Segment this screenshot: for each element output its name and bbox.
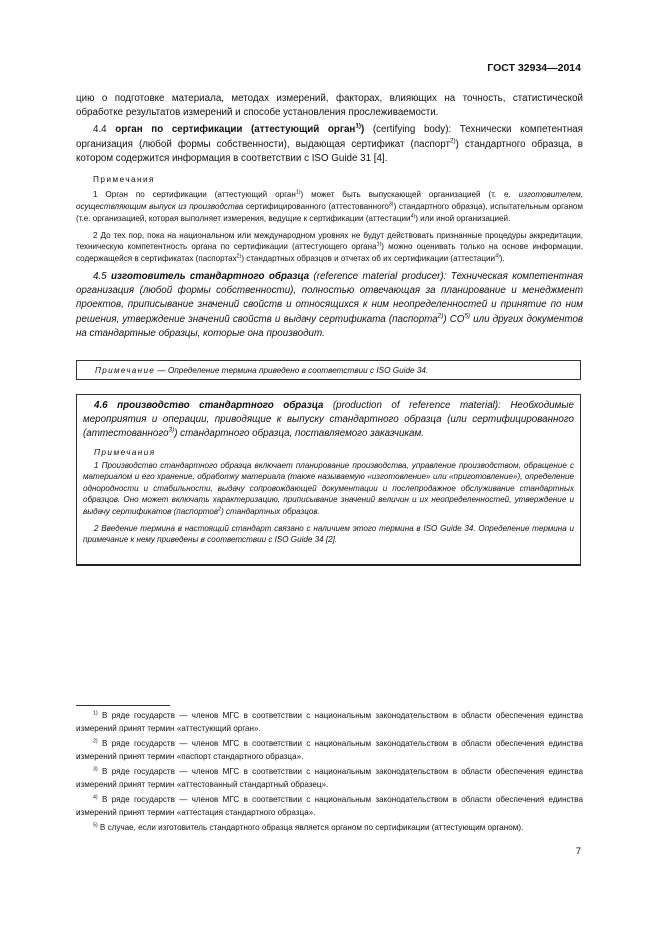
term-box-4-6 [76, 394, 581, 566]
intro-paragraph: цию о подготовке материала, методах измерений, факторах, влияющих на точность, статистической обработке результатов измерений и способе установления прослеживаемости. [76, 93, 583, 119]
main-text [76, 92, 583, 341]
footnote-4: $^{4)}$ В ряде государств — членов МГС в соответствии с национальным законодательством в области обеспечения единства измерений принят термин «аттестация стандартного образца». [76, 794, 583, 817]
notes-heading: Примечания [94, 446, 156, 457]
box-note-2: 2 Введение термина в настоящий стандарт связано с наличием этого термина в ISO Guide 34. Определение термина и примечание к нему приведены в соответствии с ISO Guide 34 [2]. [83, 523, 574, 545]
footnote-5: $^{5)}$ В случае, если изготовитель стандартного образца является органом по сертификации (аттестующим органом). [93, 822, 524, 832]
term-title: орган по сертификации (аттестующий орган$^{1)}$) [115, 123, 365, 136]
term-4-4: 4.4 орган по сертификации (аттестующий орган$^{1)}$) (certifying body): Технически компетентная организация (любой формы собственности), выдающая сертификат (паспорт$^{2)}$) стандартного образца, в котором содержится информация в соответствии с ISO Guide 31 [4]. [76, 123, 583, 164]
term-4-5: 4.5 изготовитель стандартного образца (reference material producer): Техническая компетентная организация (любой формы собственности), полностью отвечающая за планирование и менеджмент проектов, приписывание значений свойств и относящихся к ним неопределенностей и принятие по ним решения, утверждение значений свойств и выдачу сертификата (паспорта$^{2)}$) СО$^{5)}$ или других документов на стандартные образцы, которые она производит. [76, 271, 584, 339]
term-title: производство стандартного образца [117, 400, 324, 411]
box-note-1: 1 Производство стандартного образца включает планирование производства, управление производством, обращение с материалом и его хранение, обработку материала (также называемую «изготовление» или «приготовление»), определение однородности и стабильности, выдачу сопровождающей документации и послепродажное обслуживание стандартных образцов. Оно может включать характеризацию, приписывание значений величин и их неопределенностей, утверждение и выдачу сертификатов (паспортов$^2$) стандартных образцов. [83, 460, 574, 516]
footnote-3: $^{3)}$ В ряде государств — членов МГС в соответствии с национальным законодательством в области обеспечения единства измерений принят термин «аттестованный стандартный образец». [76, 766, 583, 789]
note-2: 2 До тех пор, пока на национальном или международном уровнях не будут действовать признанные процедуры аккредитации, техническую компетентность органа по сертификации (аттестующего органа$^{1)}$) можно оценивать только на основе информации, содержащейся в сертификатах (паспортах$^{2)}$) стандартных образцов и отчетах об их сертификации (аттестации$^{4)}$). [76, 230, 584, 264]
term-4-6: 4.6 производство стандартного образца (production of reference material): Необходимые мероприятия и операции, приводящие к выпуску стандартного образца (или сертифицированного (аттестованного$^{3)}$) стандартного образца, поставляемого заказчикам. [83, 400, 574, 440]
term-number: 4.5 [93, 271, 107, 282]
term-title: изготовитель стандартного образца [111, 271, 310, 282]
term-number: 4.4 [93, 124, 107, 136]
note-1: 1 Орган по сертификации (аттестующий орган$^{1)}$) может быть выпускающей организацией (т. е. изготовителем, осуществляющим выпуск из производства сертифицированного (аттестованного$^{3)}$) стандартного образца), испытательным органом (т.е. организацией, которая выполняет измерения, ведущие к сертификации (аттестации$^{4)}$) или иной организацией. [76, 189, 583, 223]
footnote-1: $^{1)}$ В ряде государств — членов МГС в соответствии с национальным законодательством в области обеспечения единства измерений принят термин «аттестующий орган». [76, 710, 583, 733]
note-box-4-5: Примечание — Определение термина приведено в соответствии с ISO Guide 34. [76, 360, 581, 380]
footnote-divider [76, 705, 170, 706]
document-id: ГОСТ 32934—2014 [487, 62, 581, 74]
notes-heading: Примечания [93, 174, 155, 185]
footnotes [76, 709, 583, 836]
term-number: 4.6 [94, 400, 108, 411]
page-number: 7 [575, 846, 581, 857]
footnote-2: $^{2)}$ В ряде государств — членов МГС в соответствии с национальным законодательством в области обеспечения единства измерений принят термин «паспорт стандартного образца». [76, 738, 583, 761]
